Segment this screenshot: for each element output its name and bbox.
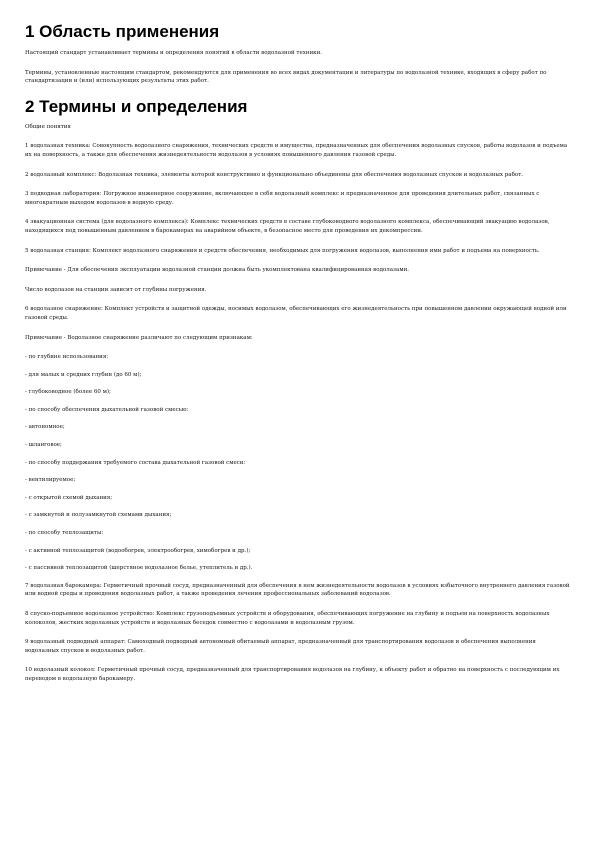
term-definition: 5 водолазная станция: Комплект водолазного снаряжения и средств обеспечения, необходимых для погружения водолазов, выполнения ими работ и подъема на поверхность.	[25, 247, 540, 254]
subsection-title: Общие понятия	[25, 123, 71, 130]
list-item: - по способу теплозащиты:	[25, 530, 104, 537]
list-item: - для малых и средних глубин (до 60 м);	[25, 371, 142, 378]
list-item: - с открытой схемой дыхания;	[25, 494, 113, 501]
list-item: - с замкнутой и полузамкнутой схемами дыхания;	[25, 512, 172, 519]
term-definition: 8 спуско-подъемное водолазное устройство: Комплекс грузоподъемных устройств и оборудования, обеспечивающих погружение на глубину и подъем на поверхность водолазных колоколов, жестких водолазных устройств и водолазных беседок совместно с водолазами и водолазным грузом.	[25, 611, 550, 626]
list-item: - по способу поддержания требуемого состава дыхательной газовой смеси:	[25, 459, 246, 466]
section-1-paragraph: Настоящий стандарт устанавливает термины и определения понятий в области водолазной техники.	[25, 50, 323, 56]
list-item: - шланговое;	[25, 442, 62, 449]
term-definition: 1 водолазная техника: Совокупность водолазного снаряжения, технических средств и имущества, предназначенных для обеспечения водолазных спусков, работы водолазов и подъема их на поверхность, а также для обеспечения жизнедеятельности водолазов в условиях повышенного давления газовой среды.	[25, 143, 568, 158]
note: Примечание - Для обеспечения эксплуатации водолазной станции должна быть укомплектована квалифицированная водолазами.	[25, 267, 410, 274]
list-item: - автономное;	[25, 424, 65, 431]
list-item: - глубоководное (более 60 м);	[25, 389, 111, 396]
list-item: - по глубине использования:	[25, 354, 109, 361]
note: Примечание - Водолазное снаряжение различают по следующим признакам:	[25, 334, 253, 341]
term-definition: 2 водолазный комплекс: Водолазная техника, элементы которой конструктивно и функционально объединены для обеспечения водолазных спусков и водолазных работ.	[25, 171, 523, 178]
list-item: - с пассивной теплозащитой (шерстяное водолазное белье, утеплитель и др.).	[25, 565, 253, 572]
note-text: Число водолазов на станции зависит от глубины погружения.	[25, 286, 207, 293]
section-1-paragraph: Термины, установленные настоящим стандартом, рекомендуются для применения во всех видах документации и литературы по водолазной технике, входящих в сферу работ по стандартизации и (или) использующих результаты этих работ.	[25, 69, 547, 85]
section-2-heading: 2 Термины и определения	[25, 96, 248, 116]
list-item: - с активной теплозащитой (водообогрев, электрообогрев, химобогрев и др.);	[25, 547, 251, 554]
document-page	[25, 22, 570, 695]
term-definition: 4 эвакуационная система (для водолазного комплекса): Комплекс технических средств в составе глубоководного водолазного комплекса, обеспечивающий эвакуацию водолазов, находящихся под повышенным давлением в барокамерах на аварийном объекте, в безопасное место для проведения их декомпрессии.	[25, 219, 550, 234]
term-definition: 3 подводная лаборатория: Погружное инженерное сооружение, включающее в себя водолазный комплекс и предназначенное для проведения длительных работ, связанных с многократным выходом водолазов в водную среду.	[25, 191, 540, 206]
term-definition: 6 водолазное снаряжение: Комплект устройств и защитной одежды, носимых водолазом, обеспечивающих его жизнедеятельность при повышенном давлении окружающей водной или газовой среды.	[25, 306, 567, 321]
list-item: - по способу обеспечения дыхательной газовой смесью:	[25, 406, 189, 413]
term-definition: 9 водолазный подводный аппарат: Самоходный подводный автономный обитаемый аппарат, предназначенный для транспортирования водолазов и обеспечения выполнения водолазных спусков и водолазных работ.	[25, 639, 536, 654]
section-1-heading: 1 Область применения	[25, 22, 220, 41]
list-item: - вентилируемое;	[25, 477, 76, 484]
term-definition: 10 водолазный колокол: Герметичный прочный сосуд, предназначенный для транспортирования водолазов на глубину, к объекту работ и обратно на поверхность с последующим их переводом в водолазную барокамеру.	[25, 667, 560, 682]
term-definition: 7 водолазная барокамера: Герметичный прочный сосуд, предназначенный для обеспечения в нем жизнедеятельности водолазов в условиях избыточного внутреннего давления газовой или водной среды и проведения водолазных работ, а также проведения лечения профессиональных заболеваний водолазов.	[25, 582, 570, 598]
